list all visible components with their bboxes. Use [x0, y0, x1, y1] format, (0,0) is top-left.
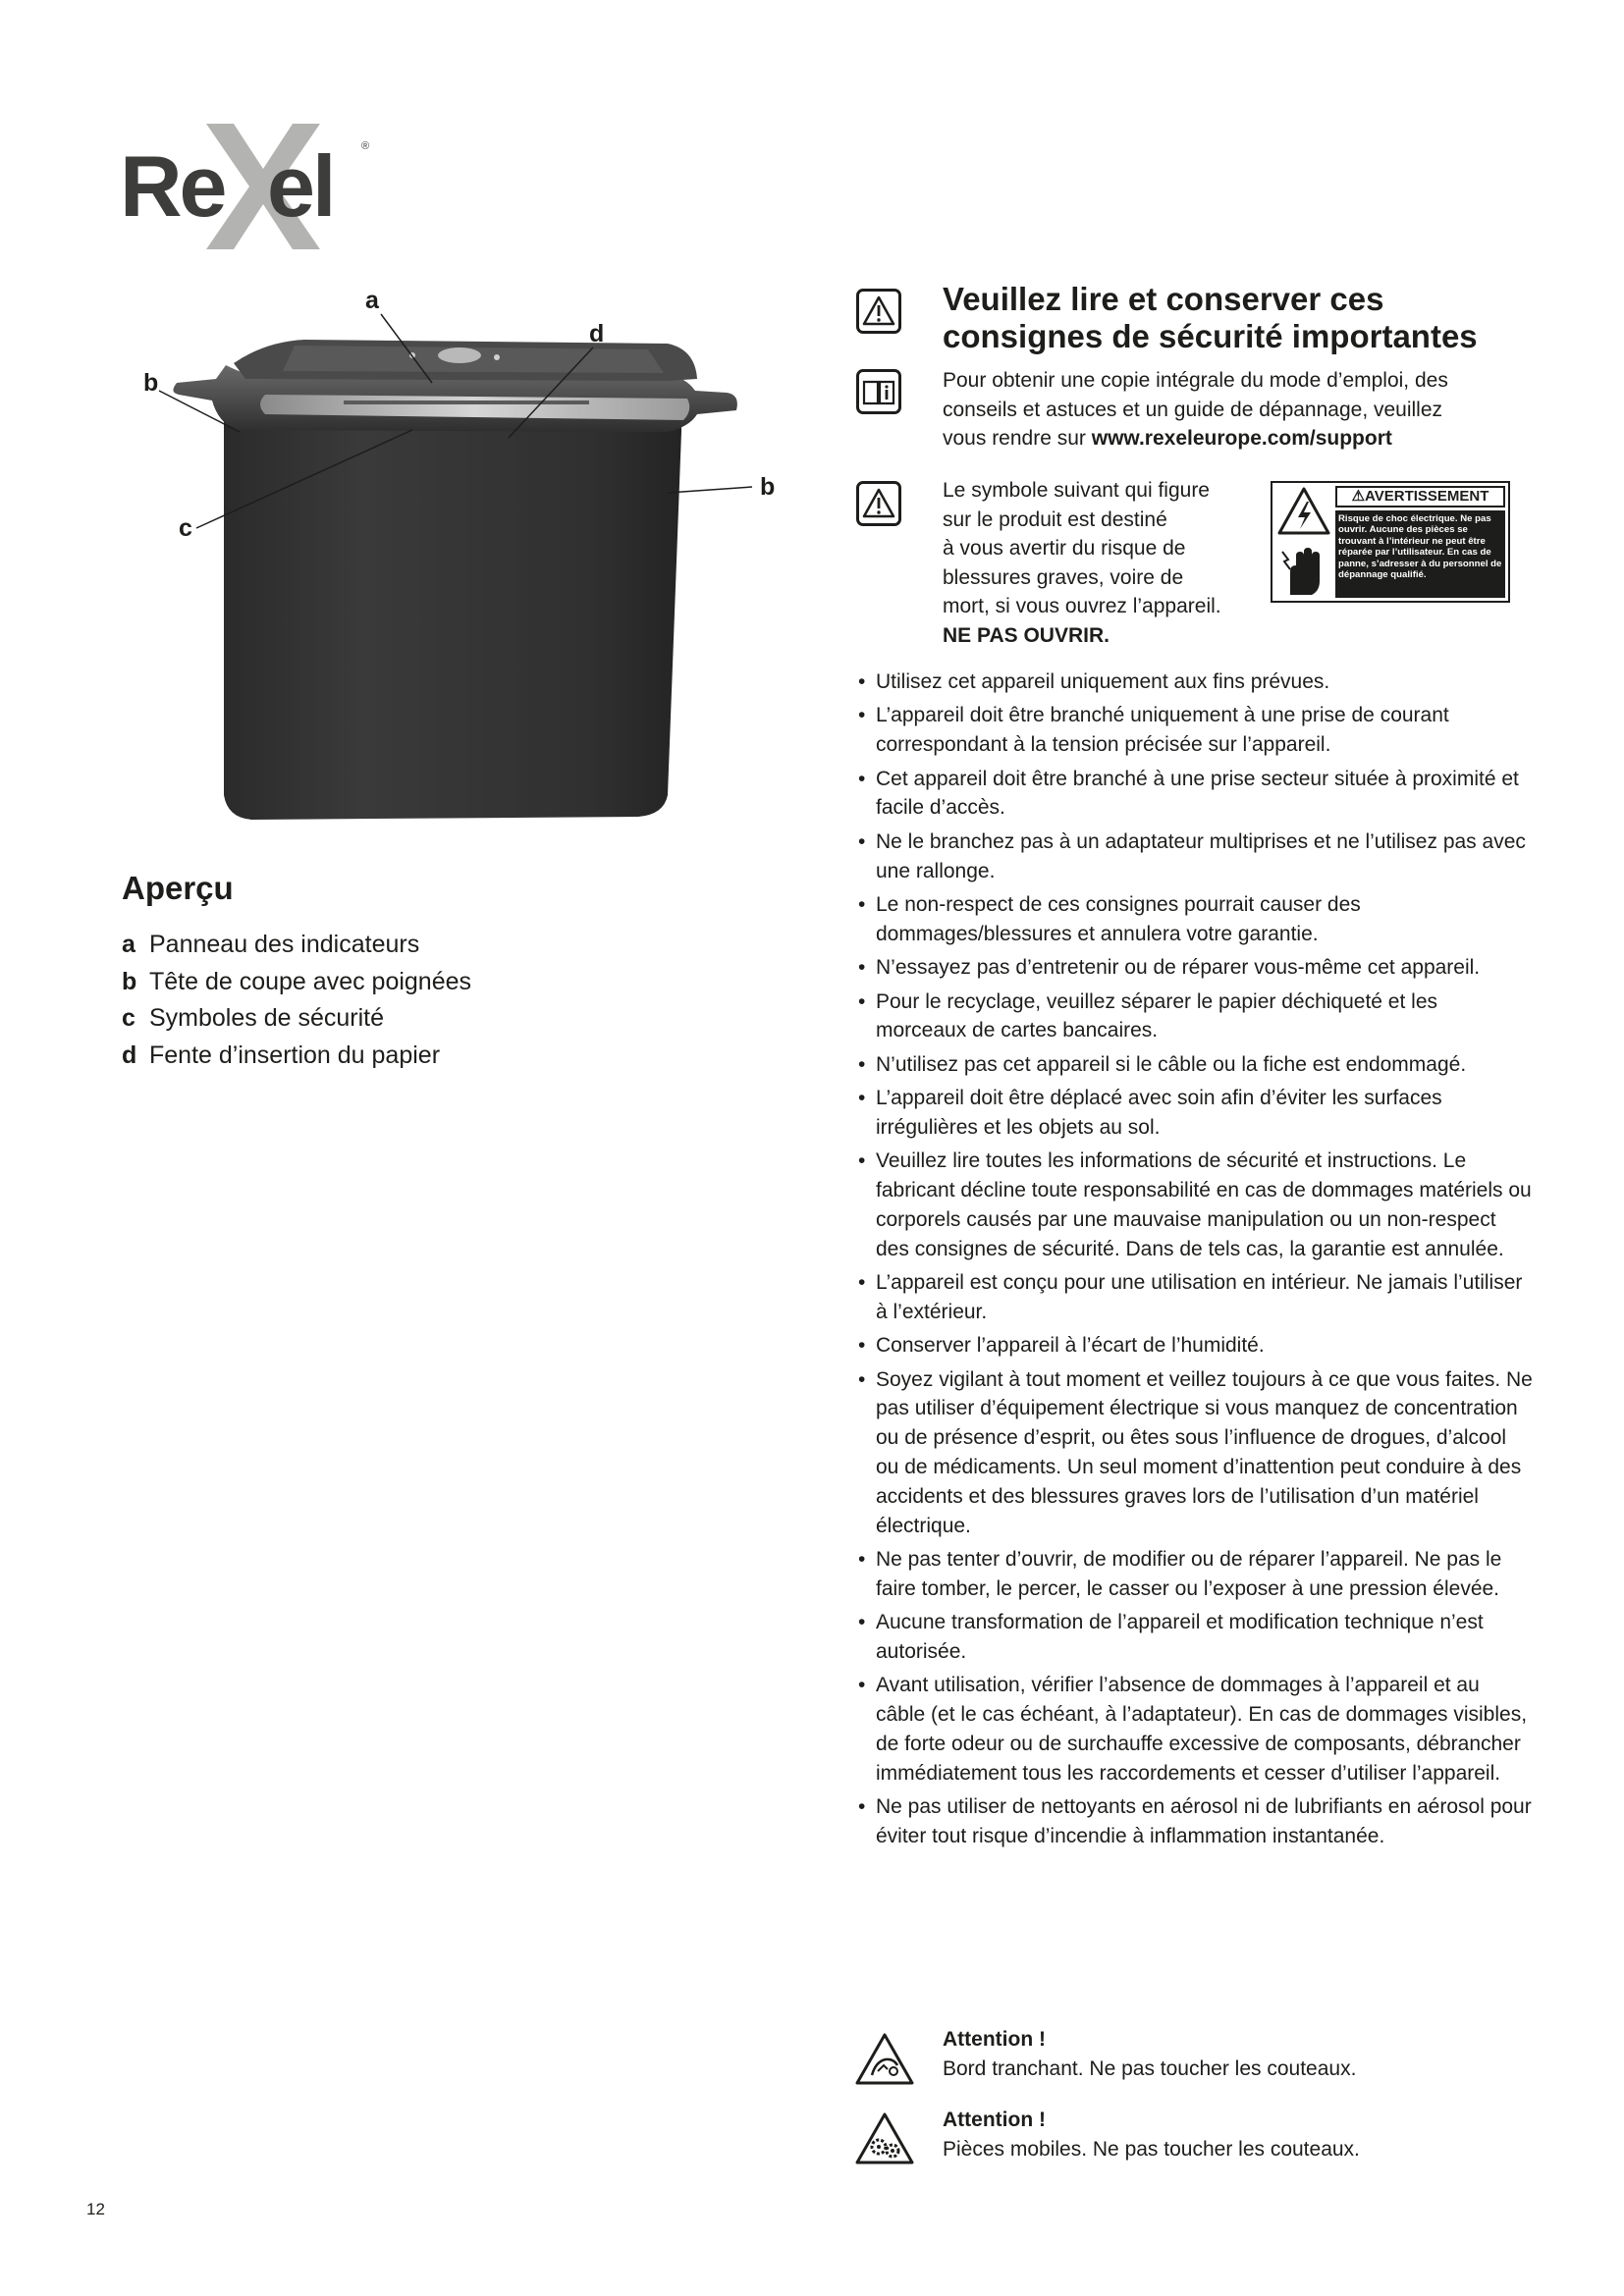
overview-item-b: b Tête de coupe avec poignées: [122, 967, 472, 995]
page-number: 12: [86, 2200, 105, 2218]
list-item: • Pour le recyclage, veuillez séparer le papier déchiqueté et les morceaux de cartes bancaires.: [856, 988, 1534, 1046]
warning-triangle-icon: [856, 289, 901, 334]
warning-triangle-icon: [856, 481, 901, 526]
electric-shock-icon: [1276, 486, 1331, 537]
attention-text: Pièces mobiles. Ne pas toucher les couteaux.: [943, 2138, 1360, 2161]
list-item: • Avant utilisation, vérifier l’absence de dommages à l’appareil et au câble (et le cas échéant, à l’adaptateur). En cas de dommages visibles, de forte odeur ou de surchauffe excessive de composants, débrancher immédiatement tous les raccordements et cesser d’utiliser l’appareil.: [856, 1671, 1534, 1788]
list-item: • Utilisez cet appareil uniquement aux fins prévues.: [856, 667, 1534, 697]
svg-text:Re: Re: [120, 137, 225, 235]
sharp-edge-warning-icon: [854, 2032, 915, 2087]
rexel-logo: [120, 106, 385, 253]
shredder-illustration: [118, 285, 805, 834]
read-manual-icon: [856, 369, 901, 414]
do-not-open-notice: NE PAS OUVRIR.: [943, 623, 1110, 647]
overview-item-a: a Panneau des indicateurs: [122, 931, 420, 958]
overview-item-c: c Symboles de sécurité: [122, 1004, 385, 1032]
list-item: • N’utilisez pas cet appareil si le câble ou la fiche est endommagé.: [856, 1050, 1534, 1080]
callout-b-left: b: [143, 369, 159, 397]
list-item: • Ne pas utiliser de nettoyants en aérosol ni de lubrifiants en aérosol pour éviter tout risque d’incendie à inflammation instantanée.: [856, 1792, 1534, 1851]
list-item: • Ne le branchez pas à un adaptateur multiprises et ne l’utilisez pas avec une rallonge.: [856, 828, 1534, 886]
callout-d: d: [589, 320, 605, 347]
list-item: • Aucune transformation de l’appareil et modification technique n’est autorisée.: [856, 1608, 1534, 1667]
moving-parts-warning-icon: [854, 2111, 915, 2166]
list-item: • Conserver l’appareil à l’écart de l’humidité.: [856, 1331, 1534, 1361]
svg-text:el: el: [267, 137, 334, 235]
safety-intro: Pour obtenir une copie intégrale du mode d’emploi, des conseils et astuces et un guide de dépannage, veuillez vous rendre sur www.rexeleurope.com/support: [943, 369, 1448, 450]
list-item: • N’essayez pas d’entretenir ou de réparer vous-même cet appareil.: [856, 953, 1534, 983]
callout-a: a: [365, 287, 379, 314]
list-item: • L’appareil est conçu pour une utilisation en intérieur. Ne jamais l’utiliser à l’extérieur.: [856, 1268, 1534, 1327]
safety-instructions-list: [856, 667, 1534, 1855]
overview-list: [122, 927, 471, 1074]
attention-title: Attention !: [943, 2028, 1046, 2051]
svg-text:®: ®: [361, 140, 370, 152]
support-url-link[interactable]: www.rexeleurope.com/support: [1091, 427, 1392, 450]
list-item: • L’appareil doit être déplacé avec soin afin d’éviter les surfaces irrégulières et les objets au sol.: [856, 1084, 1534, 1143]
symbol-explanation: Le symbole suivant qui figure sur le produit est destiné à vous avertir du risque de blessures graves, voire de mort, si vous ouvrez l’appareil. NE PAS OUVRIR.: [943, 476, 1257, 650]
list-item: • L’appareil doit être branché uniquement à une prise de courant correspondant à la tension précisée sur l’appareil.: [856, 701, 1534, 760]
list-item: • Soyez vigilant à tout moment et veillez toujours à ce que vous faites. Ne pas utiliser d’équipement électrique si vous manquez de concentration ou de présence d’esprit, ou êtes sous l’influence de drogues, d’alcool ou de médicaments. Un seul moment d’inattention peut conduire à des accidents et des blessures graves lors de l’utilisation d’un matériel électrique.: [856, 1365, 1534, 1541]
attention-title: Attention !: [943, 2109, 1046, 2131]
overview-item-d: d Fente d’insertion du papier: [122, 1041, 441, 1069]
callout-b-right: b: [760, 473, 776, 501]
list-item: • Ne pas tenter d’ouvrir, de modifier ou de réparer l’appareil. Ne pas le faire tomber, le percer, le casser ou l’exposer à une pression élevée.: [856, 1545, 1534, 1604]
warning-label-text: Risque de choc électrique. Ne pas ouvrir. Aucune des pièces se trouvant à l’intérieur ne peut être réparée par l’utilisateur. En cas de panne, s’adresser à du personnel de dépannage qualifié.: [1335, 510, 1505, 598]
overview-title: Aperçu: [122, 870, 234, 906]
list-item: • Le non-respect de ces consignes pourrait causer des dommages/blessures et annulera votre garantie.: [856, 890, 1534, 949]
list-item: • Veuillez lire toutes les informations de sécurité et instructions. Le fabricant décline toute responsabilité en cas de dommages matériels ou corporels causés par une mauvaise manipulation ou un non-respect des consignes de sécurité. Dans de tels cas, la garantie est annulée.: [856, 1147, 1534, 1263]
warning-label-heading: ⚠AVERTISSEMENT: [1335, 486, 1505, 507]
warning-label: [1271, 481, 1510, 603]
attention-text: Bord tranchant. Ne pas toucher les couteaux.: [943, 2057, 1357, 2080]
list-item: • Cet appareil doit être branché à une prise secteur située à proximité et facile d’accès.: [856, 765, 1534, 824]
callout-c: c: [179, 514, 192, 542]
hand-shock-icon: [1276, 542, 1331, 599]
safety-title: Veuillez lire et conserver ces consignes de sécurité importantes: [943, 281, 1478, 354]
